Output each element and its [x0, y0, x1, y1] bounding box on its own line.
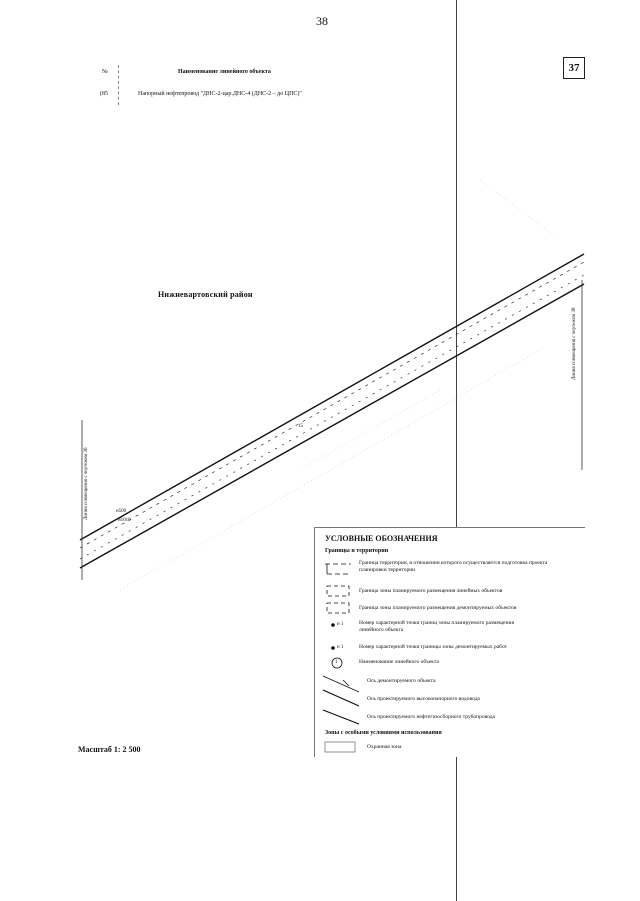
header-row-num: (85 — [100, 91, 108, 97]
district-label: Нижневартовский район — [158, 290, 253, 299]
legend-item-2: Граница зоны планируемого размещения демонтируемых объектов — [359, 605, 517, 611]
legend-title: УСЛОВНЫЕ ОБОЗНАЧЕНИЯ — [325, 534, 438, 543]
left-vertical-label: Линия совмещения с чертежом 36 — [84, 447, 89, 520]
sheet-number-box: 37 — [563, 57, 585, 79]
legend-point-label-1: н 1 — [337, 622, 344, 627]
header-row-text: Напорный нефтепровод "ДНС-2-цар.ДНС-4 (ДНС-2 – до ЦПС)" — [138, 91, 302, 97]
km-label-1: н500 — [116, 509, 127, 514]
legend-item-7: Ось проектируемого высоконапорного водовода — [367, 696, 480, 702]
header-col2: Наименование линейного объекта — [178, 69, 271, 75]
legend-section-zones: Зоны с особыми условиями использования — [325, 730, 442, 736]
right-vertical-label: Линия совмещения с чертежом 38 — [572, 307, 577, 380]
legend-item-4: Номер характерной точки границы зоны демонтируемых работ — [359, 644, 508, 650]
header-col1: № — [102, 69, 108, 75]
legend-item-6: Ось демонтируемого объекта — [367, 678, 436, 684]
corridor-edge-upper — [80, 254, 584, 540]
legend-point-label-2: н 1 — [337, 645, 344, 650]
corridor-edge-lower — [80, 284, 584, 568]
legend-panel — [314, 527, 585, 757]
legend-item-8: Ось проектируемого нефтегазосборного трубопровода — [367, 714, 496, 720]
legend-item-0: Граница территории, в отношении которого осуществляется подготовка проекта планировки территории — [359, 560, 548, 573]
pipeline-axis-1 — [80, 262, 584, 548]
scale-label: Масштаб 1: 2 500 — [78, 745, 141, 754]
legend-item-1: Граница зоны планируемого размещения линейных объектов — [359, 588, 503, 594]
legend-item-5: Наименование линейного объекта — [359, 659, 439, 665]
legend-line-num: 1 — [335, 660, 338, 665]
pipeline-corridor — [80, 254, 584, 568]
pipe-label: 15 — [298, 424, 303, 429]
pipeline-axis-2 — [80, 275, 584, 559]
legend-section-boundaries: Границы и территории — [325, 548, 389, 554]
legend-item-3: Номер характерной точки границ зоны планируемого размещения линейного объекта — [359, 620, 515, 633]
legend-zone-item: Охранная зона — [367, 744, 402, 750]
km-label-2: н1010 — [118, 518, 131, 523]
page-number: 38 — [316, 14, 328, 28]
